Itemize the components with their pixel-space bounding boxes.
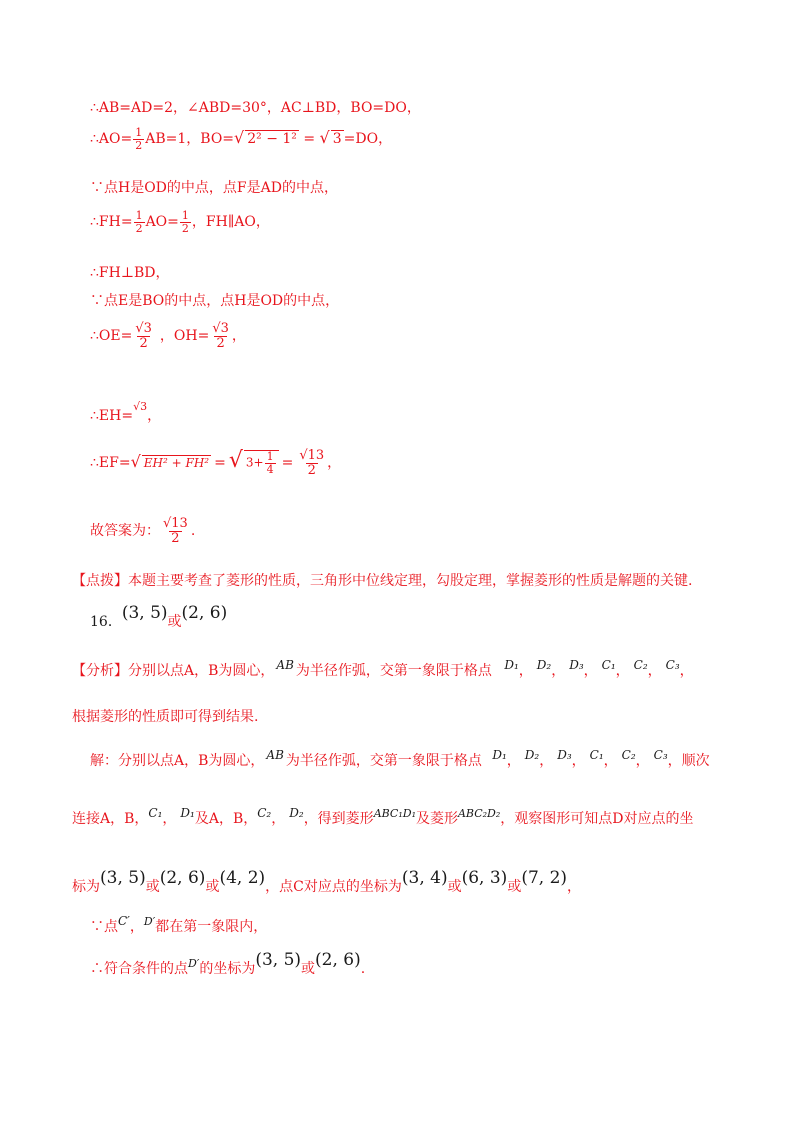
- rhombus-label: ABC₁D₁: [373, 807, 416, 820]
- or-text: 或: [167, 614, 182, 630]
- line-13-mid: 为半径作弧，交第一象限于格点: [295, 663, 492, 679]
- frac-num: 1: [135, 209, 143, 222]
- point-label: C′: [118, 914, 130, 928]
- separator: ，: [129, 919, 144, 935]
- point-label: C₂: [621, 748, 636, 762]
- line-17-mid: ，点C对应点的坐标为: [265, 879, 402, 895]
- line-15-mid: 为半径作弧，交第一象限于格点: [285, 753, 482, 769]
- fraction-half: [180, 210, 191, 234]
- line-16-mid: 及A，B，: [194, 811, 258, 827]
- fraction-half: [134, 210, 145, 234]
- tip-tag: 【点拨】: [72, 573, 128, 589]
- frac-den: 2: [181, 221, 189, 235]
- frac-den: 2: [171, 530, 180, 546]
- point-label: D₁: [180, 806, 195, 820]
- point-label: D₂: [536, 658, 552, 672]
- line-14-text: 根据菱形的性质即可得到结果.: [72, 709, 259, 725]
- line-19-tail: .: [360, 961, 366, 977]
- frac-den: 2: [216, 335, 225, 351]
- line-2-tail: =DO，: [343, 131, 393, 148]
- line-2-mid: AB=1，BO=: [145, 131, 235, 148]
- fraction-sqrt13-over-2: [297, 449, 326, 477]
- coord: (3, 5): [121, 603, 168, 623]
- line-9-tail: ，: [327, 455, 342, 471]
- sqrt3-value: √3: [133, 400, 148, 413]
- line-6: [90, 290, 339, 310]
- line-13-lead: 分别以点A，B为圆心，: [128, 663, 275, 679]
- fraction-sqrt3-over-2: [210, 322, 231, 350]
- line-11: [72, 570, 692, 590]
- line-16-mid2: ，得到菱形: [303, 811, 374, 827]
- coord: (3, 4): [401, 868, 448, 888]
- point-label: C₁: [148, 806, 163, 820]
- frac-den: 4: [266, 463, 274, 476]
- point-label: D′: [143, 915, 156, 928]
- question-number: 16．: [90, 614, 122, 630]
- frac-den: 2: [135, 138, 143, 152]
- frac-num: √3: [135, 321, 152, 336]
- line-7-mid: ，OH=: [159, 328, 210, 345]
- line-15-tail: ，顺次: [667, 753, 710, 769]
- line-18: [90, 914, 267, 936]
- line-7: [90, 322, 246, 350]
- line-17-lead: 标为: [72, 879, 100, 895]
- line-10: [90, 517, 195, 545]
- equals: =: [298, 131, 320, 148]
- line-15: 解：分别以点A，B为圆心， AB 为半径作弧，交第一象限于格点 D₁， D₂， D₃， C₁， C₂， C₃，顺次: [90, 748, 710, 769]
- coord: (3, 5): [100, 868, 146, 888]
- coord: (2, 6): [315, 950, 361, 970]
- equals: =: [214, 455, 226, 471]
- analysis-tag: 【分析】: [72, 663, 128, 679]
- line-19: [90, 950, 365, 978]
- or-text: 或: [507, 879, 522, 895]
- line-4-lead: ∴FH=: [90, 214, 133, 231]
- line-1: [90, 97, 421, 117]
- equals: =: [281, 455, 294, 471]
- frac-den: 2: [307, 462, 316, 478]
- line-2: [90, 127, 392, 151]
- line-17-tail: ，: [567, 879, 582, 895]
- line-8-tail: ，: [147, 408, 162, 424]
- point-label: C₃: [653, 748, 668, 762]
- line-7-tail: ，: [231, 328, 246, 345]
- line-8-lead: ∴EH=: [90, 408, 134, 424]
- sqrt-icon: √: [228, 448, 243, 473]
- line-4-tail: ，FH∥AO，: [191, 214, 270, 231]
- sqrt-icon: √: [234, 128, 245, 148]
- point-label: C₂: [633, 658, 648, 672]
- fraction-sqrt13-over-2: [161, 517, 190, 545]
- line-16-lead: 连接A，B，: [72, 811, 149, 827]
- point-label: D₁: [504, 658, 519, 672]
- line-16: 连接A，B，C₁， D₁及A，B，C₂， D₂，得到菱形$^{ABC_1D_1}$及菱形$^{ABC_2D_2}$，观察图形可知点D对应点的坐: [72, 806, 694, 827]
- line-9-lead: ∴EF=: [90, 455, 131, 471]
- frac-num: 1: [181, 209, 189, 222]
- or-text: 或: [301, 961, 316, 977]
- sqrt-icon: √: [319, 128, 330, 148]
- line-18-tail: 都在第一象限内，: [155, 919, 268, 935]
- line-4-mid: AO=: [145, 214, 179, 231]
- line-1-text: ∴AB=AD=2，∠ABD=30°，AC⊥BD，BO=DO，: [90, 100, 421, 116]
- segment-ab: AB: [266, 748, 284, 762]
- line-5: [90, 262, 170, 282]
- line-18-lead: ∵点: [90, 919, 118, 935]
- line-3: [90, 177, 338, 197]
- point-label: D′: [188, 957, 200, 970]
- point-label: D₃: [557, 748, 572, 762]
- line-19-lead: ∴符合条件的点: [90, 961, 188, 977]
- frac-num: 1: [135, 126, 143, 139]
- point-label: D₃: [569, 658, 584, 672]
- line-17: [72, 868, 581, 896]
- line-4: [90, 210, 270, 234]
- point-label: C₁: [601, 658, 616, 672]
- rhombus-label: ABC₂D₂: [457, 807, 501, 820]
- frac-den: 2: [139, 335, 148, 351]
- line-10-tail: .: [190, 523, 196, 540]
- tip-text: 本题主要考查了菱形的性质，三角形中位线定理，勾股定理，掌握菱形的性质是解题的关键.: [128, 573, 693, 589]
- point-label: D₂: [289, 806, 304, 820]
- point-label: C₂: [257, 806, 272, 820]
- line-5-text: ∴FH⊥BD，: [90, 265, 170, 281]
- point-label: D₁: [492, 748, 507, 762]
- coord: (2, 6): [181, 603, 228, 623]
- fraction-sqrt3-over-2: [133, 322, 154, 350]
- line-13: 【分析】分别以点A，B为圆心， AB 为半径作弧，交第一象限于格点 D₁， D₂， D₃， C₁， C₂， C₃，: [72, 658, 694, 679]
- line-16-tail: ，观察图形可知点D对应点的坐: [500, 811, 694, 827]
- line-7-lead: ∴OE=: [90, 328, 133, 345]
- line-14: [72, 706, 258, 726]
- line-19-mid: 的坐标为: [199, 961, 256, 977]
- fraction-quarter: [265, 451, 276, 475]
- line-8: [90, 400, 161, 425]
- coord: (7, 2): [521, 868, 568, 888]
- coord: (4, 2): [219, 868, 266, 888]
- radicand: 2² − 1²: [247, 131, 297, 148]
- line-15-lead: 解：分别以点A，B为圆心，: [90, 753, 265, 769]
- line-6-text: ∵点E是BO的中点，点H是OD的中点，: [90, 293, 340, 309]
- line-13-tail: ，: [679, 663, 694, 679]
- radicand-part: 3+: [245, 456, 264, 470]
- coord: (3, 5): [255, 950, 302, 970]
- or-text: 或: [145, 879, 160, 895]
- frac-den: 2: [135, 221, 143, 235]
- fraction-half: [133, 127, 144, 151]
- line-3-text: ∵点H是OD的中点，点F是AD的中点，: [90, 180, 338, 196]
- point-label: C₃: [665, 658, 680, 672]
- line-2-lead: ∴AO=: [90, 131, 133, 148]
- segment-ab: AB: [276, 658, 294, 672]
- or-text: 或: [447, 879, 462, 895]
- frac-num: √3: [212, 321, 229, 336]
- line-12: [90, 603, 227, 631]
- or-text: 或: [205, 879, 220, 895]
- point-label: C₁: [589, 748, 604, 762]
- line-9: [90, 448, 341, 477]
- radicand: 3: [332, 131, 342, 148]
- frac-num: √13: [299, 447, 325, 463]
- sqrt-icon: √: [130, 452, 141, 471]
- radicand: EH² + FH²: [143, 456, 210, 470]
- coord: (6, 3): [461, 868, 508, 888]
- frac-num: √13: [163, 516, 188, 531]
- answer-label: 故答案为：: [90, 523, 160, 540]
- coord: (2, 6): [159, 868, 206, 888]
- line-16-mid3: 及菱形: [415, 811, 458, 827]
- frac-num: 1: [266, 450, 274, 464]
- point-label: D₂: [524, 748, 540, 762]
